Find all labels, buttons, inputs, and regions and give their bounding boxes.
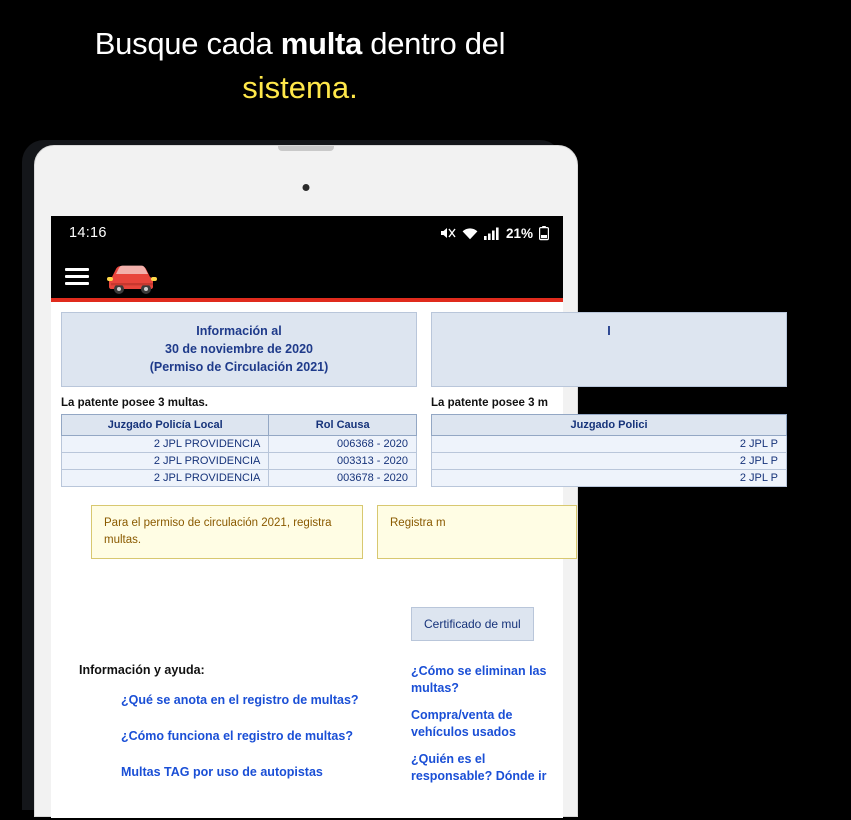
tablet-front-camera	[303, 184, 310, 191]
table-row[interactable]	[62, 453, 417, 470]
signal-icon	[484, 227, 499, 240]
certificado-multas-button[interactable]: Certificado de mul	[411, 607, 534, 641]
help-section-main	[51, 663, 411, 801]
cell-juzgado: 2 JPL PROVIDENCIA	[62, 470, 269, 487]
cell-juzgado: 2 JPL PROVIDENCIA	[62, 453, 269, 470]
info-panel-primary	[61, 312, 417, 387]
hamburger-menu-icon[interactable]	[65, 268, 89, 285]
certificate-row	[51, 559, 563, 641]
info-panel-primary-line3: (Permiso de Circulación 2021)	[149, 360, 329, 374]
info-panel-primary-line1: Información al	[196, 324, 282, 338]
cell-rol-causa: 006368 - 2020	[269, 436, 417, 453]
table-header-row	[62, 415, 417, 436]
cell-juzgado: 2 JPL P	[432, 453, 787, 470]
multas-block-primary	[61, 397, 417, 487]
promo-line-1-before: Busque cada	[94, 26, 281, 61]
cell-juzgado: 2 JPL P	[432, 470, 787, 487]
permiso-circulacion-notice-secondary: Registra m	[377, 505, 577, 559]
info-panel-secondary	[431, 312, 787, 387]
table-row[interactable]	[432, 436, 787, 453]
info-panel-primary-line2: 30 de noviembre de 2020	[165, 342, 313, 356]
app-bar	[51, 250, 563, 302]
permiso-circulacion-notice: Para el permiso de circulación 2021, registra multas.	[91, 505, 363, 559]
patente-multas-caption-secondary: La patente posee 3 m	[431, 397, 548, 409]
cell-juzgado: 2 JPL P	[432, 436, 787, 453]
info-panel-row	[51, 302, 811, 387]
multas-tables-row	[51, 387, 811, 487]
patente-multas-caption: La patente posee 3 multas.	[61, 397, 208, 409]
wifi-icon	[462, 227, 478, 240]
app-screen	[51, 216, 778, 818]
mute-icon	[440, 226, 456, 240]
battery-icon	[539, 226, 549, 240]
status-bar-icons	[440, 226, 549, 241]
table-row[interactable]	[62, 470, 417, 487]
battery-percent-label: 21%	[505, 225, 533, 241]
table-header-row	[432, 415, 787, 436]
info-panel-secondary-line1: I	[607, 324, 611, 338]
cell-juzgado: 2 JPL PROVIDENCIA	[62, 436, 269, 453]
promo-headline	[0, 0, 600, 110]
table-row[interactable]	[432, 470, 787, 487]
status-bar-clock: 14:16	[69, 225, 107, 241]
help-link-multas-tag[interactable]: Multas TAG por uso de autopistas	[121, 765, 323, 779]
status-bar	[51, 216, 563, 250]
column-header-rol-causa: Rol Causa	[269, 415, 417, 436]
help-section-title: Información y ayuda:	[79, 663, 205, 677]
tablet-device-mockup	[22, 140, 778, 820]
car-logo-icon	[101, 256, 167, 296]
help-link-como-se-eliminan[interactable]: ¿Cómo se eliminan las multas?	[411, 664, 547, 695]
help-section	[51, 641, 563, 801]
cell-rol-causa: 003678 - 2020	[269, 470, 417, 487]
tablet-body	[34, 145, 778, 817]
multas-block-secondary	[431, 397, 787, 487]
table-row[interactable]	[62, 436, 417, 453]
tablet-speaker-notch	[278, 146, 334, 151]
help-link-que-se-anota[interactable]: ¿Qué se anota en el registro de multas?	[121, 693, 359, 707]
promo-line-1-after: dentro del	[361, 26, 506, 61]
promo-line-1	[18, 22, 582, 66]
page-content	[51, 302, 778, 818]
help-link-compra-venta[interactable]: Compra/venta de vehículos usados	[411, 708, 516, 739]
promo-line-1-bold: multa	[280, 26, 362, 61]
table-row[interactable]	[432, 453, 787, 470]
help-section-side	[411, 663, 561, 801]
column-header-juzgado: Juzgado Policía Local	[62, 415, 269, 436]
cell-rol-causa: 003313 - 2020	[269, 453, 417, 470]
multas-table-secondary	[431, 414, 787, 487]
notice-row	[51, 487, 851, 559]
column-header-juzgado: Juzgado Polici	[432, 415, 787, 436]
help-link-quien-es-responsable[interactable]: ¿Quién es el responsable? Dónde ir	[411, 752, 547, 783]
multas-table-primary	[61, 414, 417, 487]
help-link-como-funciona[interactable]: ¿Cómo funciona el registro de multas?	[121, 729, 353, 743]
promo-line-2: sistema.	[242, 70, 358, 105]
